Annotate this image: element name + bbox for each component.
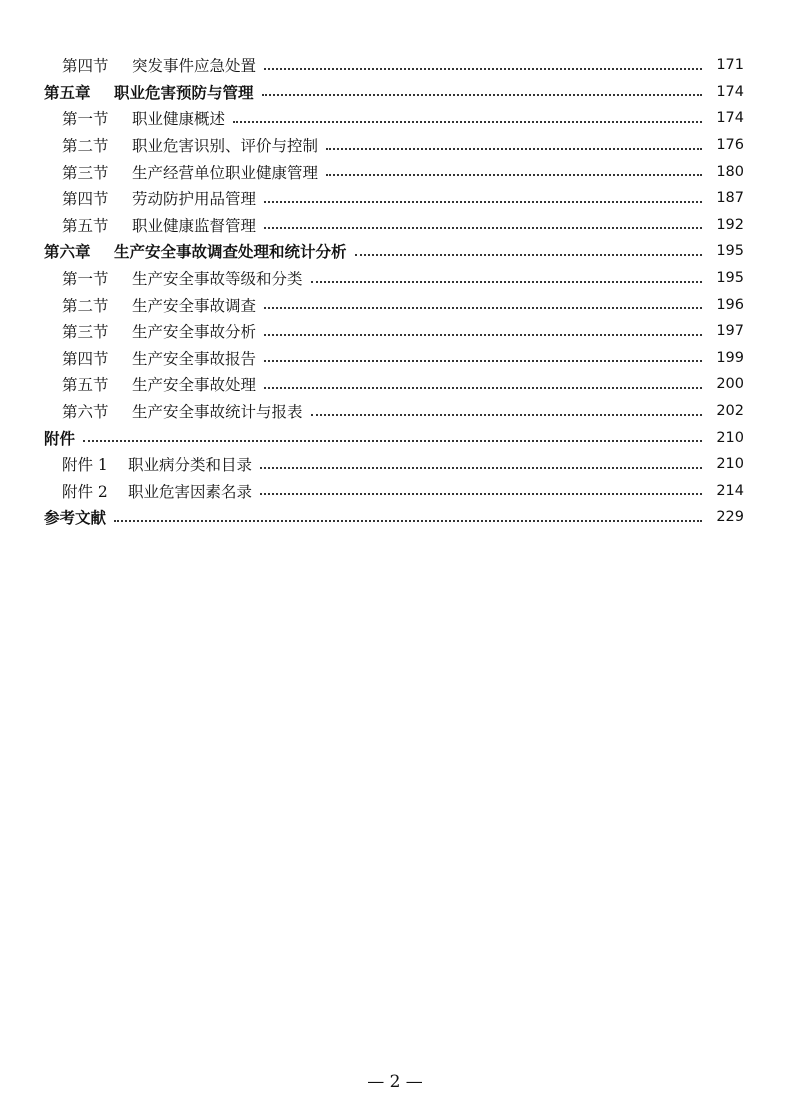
dot-leader xyxy=(264,386,702,389)
toc-entry-label xyxy=(0,427,81,449)
toc-entry-label xyxy=(0,294,262,316)
toc-entry-page-number: 197 xyxy=(716,323,744,340)
toc-section-entry xyxy=(0,212,790,239)
toc-entry-label xyxy=(0,480,258,502)
toc-entry-title: 生产经营单位职业健康管理 xyxy=(132,163,319,182)
dot-leader xyxy=(264,306,702,309)
toc-entry-title: 职业危害预防与管理 xyxy=(114,82,254,102)
dot-leader xyxy=(264,333,702,336)
dot-leader xyxy=(264,359,702,362)
toc-section-entry xyxy=(0,398,790,425)
toc-entry-page-number: 200 xyxy=(716,376,744,393)
toc-entry-number: 附件 2 xyxy=(62,482,108,501)
dot-leader xyxy=(264,67,702,70)
dot-leader xyxy=(326,173,702,176)
toc-section-entry xyxy=(0,371,790,398)
toc-entry-page-number: 192 xyxy=(716,216,744,233)
dot-leader xyxy=(83,439,702,442)
toc-section-entry xyxy=(0,478,790,505)
toc-entry-title: 职业病分类和目录 xyxy=(128,456,253,475)
toc-entry-page-number: 180 xyxy=(716,163,744,180)
toc-entry-page-number: 214 xyxy=(716,482,744,499)
toc-entry-number: 第四节 xyxy=(62,190,109,209)
toc-section-entry xyxy=(0,132,790,159)
toc-entry-label xyxy=(0,134,324,156)
toc-section-entry xyxy=(0,52,790,79)
dot-leader xyxy=(264,200,702,203)
toc-entry-number: 第五节 xyxy=(62,376,109,395)
toc-entry-title: 参考文献 xyxy=(44,508,107,528)
toc-entry-title: 劳动防护用品管理 xyxy=(132,190,257,209)
toc-entry-title: 生产安全事故调查处理和统计分析 xyxy=(114,242,347,262)
dot-leader xyxy=(264,226,702,229)
toc-entry-number: 第四节 xyxy=(62,349,109,368)
toc-entry-label xyxy=(0,400,309,422)
toc-chapter-entry xyxy=(0,424,790,451)
dot-leader xyxy=(262,93,702,96)
toc-section-entry xyxy=(0,105,790,132)
toc-entry-title: 生产安全事故统计与报表 xyxy=(132,403,303,422)
toc-entry-number: 第五节 xyxy=(62,216,109,235)
toc-section-entry xyxy=(0,318,790,345)
toc-entry-page-number: 187 xyxy=(716,190,744,207)
dot-leader xyxy=(260,492,702,495)
toc-entry-page-number: 196 xyxy=(716,296,744,313)
dot-leader xyxy=(311,413,702,416)
toc-section-entry xyxy=(0,451,790,478)
toc-chapter-entry xyxy=(0,79,790,106)
toc-entry-page-number: 174 xyxy=(716,110,744,127)
toc-entry-number: 第六章 xyxy=(44,242,91,262)
toc-entry-page-number: 171 xyxy=(716,57,744,74)
toc-section-entry xyxy=(0,185,790,212)
toc-entry-number: 第四节 xyxy=(62,57,109,76)
toc-entry-title: 职业危害识别、评价与控制 xyxy=(132,137,319,156)
toc-entry-label xyxy=(0,267,309,289)
toc-entry-label xyxy=(0,320,262,342)
toc-chapter-entry xyxy=(0,238,790,265)
toc-chapter-entry xyxy=(0,504,790,531)
toc-entry-number: 第二节 xyxy=(62,296,109,315)
toc-entry-page-number: 210 xyxy=(716,429,744,446)
dot-leader xyxy=(260,466,702,469)
toc-entry-title: 生产安全事故处理 xyxy=(132,376,257,395)
toc-entry-page-number: 229 xyxy=(716,509,744,526)
dot-leader xyxy=(355,253,702,256)
toc-entry-label xyxy=(0,81,260,103)
dot-leader xyxy=(233,120,702,123)
toc-entry-title: 职业健康概述 xyxy=(132,110,226,129)
toc-entry-title: 突发事件应急处置 xyxy=(132,57,257,76)
toc-entry-number: 第一节 xyxy=(62,270,109,289)
table-of-contents xyxy=(0,52,790,531)
page-number-footer: — 2 — xyxy=(367,1072,423,1092)
toc-entry-title: 附件 xyxy=(44,428,76,448)
toc-entry-number: 第三节 xyxy=(62,163,109,182)
toc-section-entry xyxy=(0,291,790,318)
toc-entry-label xyxy=(0,161,324,183)
toc-entry-number: 第二节 xyxy=(62,137,109,156)
toc-entry-number: 第五章 xyxy=(44,82,91,102)
toc-section-entry xyxy=(0,158,790,185)
toc-entry-label xyxy=(0,214,262,236)
toc-entry-label xyxy=(0,107,231,129)
toc-entry-number: 第三节 xyxy=(62,323,109,342)
toc-entry-title: 职业健康监督管理 xyxy=(132,216,257,235)
toc-entry-number: 第一节 xyxy=(62,110,109,129)
toc-entry-title: 生产安全事故分析 xyxy=(132,323,257,342)
dot-leader xyxy=(326,147,702,150)
toc-section-entry xyxy=(0,345,790,372)
toc-entry-page-number: 210 xyxy=(716,456,744,473)
toc-entry-label xyxy=(0,453,258,475)
toc-entry-title: 生产安全事故等级和分类 xyxy=(132,270,303,289)
toc-entry-label xyxy=(0,187,262,209)
toc-entry-page-number: 195 xyxy=(716,270,744,287)
toc-entry-page-number: 174 xyxy=(716,83,744,100)
toc-entry-label xyxy=(0,373,262,395)
toc-entry-page-number: 195 xyxy=(716,243,744,260)
toc-section-entry xyxy=(0,265,790,292)
toc-entry-label xyxy=(0,54,262,76)
toc-entry-number: 第六节 xyxy=(62,403,109,422)
toc-entry-number: 附件 1 xyxy=(62,456,108,475)
toc-entry-title: 职业危害因素名录 xyxy=(128,482,253,501)
toc-entry-title: 生产安全事故报告 xyxy=(132,349,257,368)
toc-entry-label xyxy=(0,347,262,369)
toc-entry-page-number: 202 xyxy=(716,403,744,420)
toc-entry-page-number: 199 xyxy=(716,349,744,366)
toc-entry-label xyxy=(0,506,112,528)
toc-entry-page-number: 176 xyxy=(716,137,744,154)
toc-entry-title: 生产安全事故调查 xyxy=(132,296,257,315)
dot-leader xyxy=(114,519,702,522)
dot-leader xyxy=(311,280,702,283)
toc-entry-label xyxy=(0,240,353,262)
